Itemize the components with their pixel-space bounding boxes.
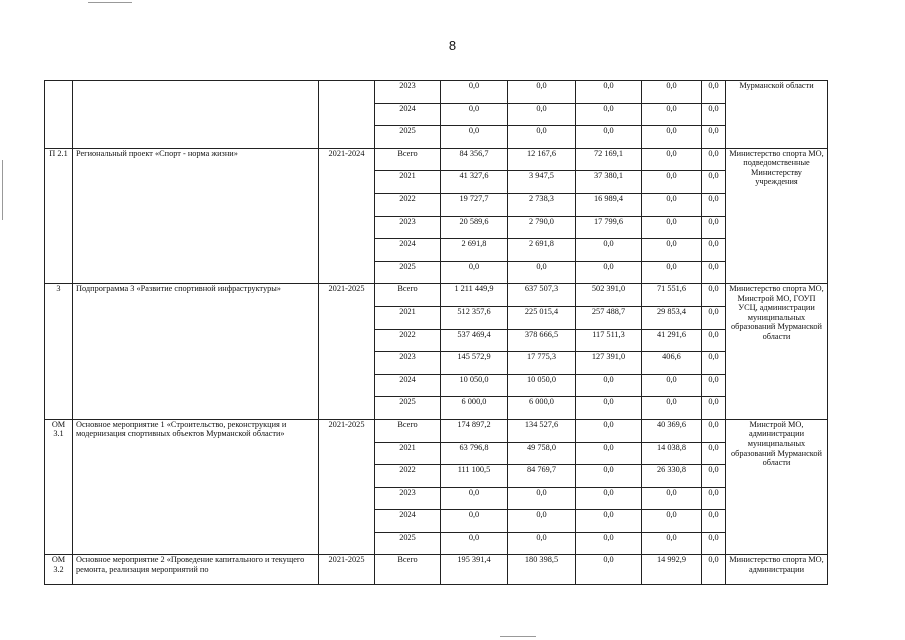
year-cell: 2025: [375, 126, 441, 149]
total-cell: 111 100,5: [441, 465, 508, 488]
table-row: [45, 284, 828, 307]
row-name: Региональный проект «Спорт - норма жизни»: [73, 148, 319, 284]
total-cell: 145 572,9: [441, 352, 508, 375]
value-cell: 0,0: [702, 171, 726, 194]
row-name: Основное мероприятие 1 «Строительство, реконструкция и модернизация спортивных объектов Мурманской области»: [73, 419, 319, 555]
year-cell: 2023: [375, 487, 441, 510]
total-cell: 0,0: [441, 261, 508, 284]
value-cell: 0,0: [702, 239, 726, 262]
value-cell: 0,0: [576, 81, 642, 104]
value-cell: 0,0: [642, 397, 702, 420]
value-cell: 84 769,7: [508, 465, 576, 488]
value-cell: 0,0: [642, 193, 702, 216]
value-cell: 378 666,5: [508, 329, 576, 352]
page-number: 8: [448, 38, 457, 53]
executor-cell: Минстрой МО, администрации муниципальных образований Мурманской области: [726, 419, 828, 555]
year-cell: 2022: [375, 465, 441, 488]
row-period: 2021-2025: [319, 419, 375, 555]
year-cell: 2024: [375, 103, 441, 126]
value-cell: 0,0: [642, 532, 702, 555]
value-cell: 0,0: [576, 261, 642, 284]
value-cell: 0,0: [642, 510, 702, 533]
row-code: [45, 81, 73, 149]
total-cell: 0,0: [441, 532, 508, 555]
total-cell: 537 469,4: [441, 329, 508, 352]
total-cell: 0,0: [441, 126, 508, 149]
value-cell: 0,0: [576, 487, 642, 510]
value-cell: 180 398,5: [508, 555, 576, 585]
value-cell: 40 369,6: [642, 419, 702, 442]
value-cell: 0,0: [576, 103, 642, 126]
row-code: ОМ 3.2: [45, 555, 73, 585]
value-cell: 0,0: [642, 261, 702, 284]
value-cell: 17 799,6: [576, 216, 642, 239]
row-period: 2021-2025: [319, 555, 375, 585]
value-cell: 0,0: [702, 442, 726, 465]
value-cell: 0,0: [508, 81, 576, 104]
year-cell: 2023: [375, 216, 441, 239]
year-cell: Всего: [375, 148, 441, 171]
value-cell: 0,0: [642, 374, 702, 397]
table-row: [45, 419, 828, 442]
total-cell: 10 050,0: [441, 374, 508, 397]
row-period: 2021-2025: [319, 284, 375, 420]
value-cell: 10 050,0: [508, 374, 576, 397]
value-cell: 0,0: [702, 555, 726, 585]
year-cell: 2021: [375, 442, 441, 465]
table-row: [45, 555, 828, 585]
value-cell: 0,0: [702, 329, 726, 352]
value-cell: 0,0: [702, 216, 726, 239]
year-cell: 2022: [375, 329, 441, 352]
value-cell: 0,0: [508, 261, 576, 284]
value-cell: 14 992,9: [642, 555, 702, 585]
value-cell: 3 947,5: [508, 171, 576, 194]
total-cell: 174 897,2: [441, 419, 508, 442]
total-cell: 19 727,7: [441, 193, 508, 216]
value-cell: 0,0: [642, 216, 702, 239]
value-cell: 29 853,4: [642, 306, 702, 329]
value-cell: 49 758,0: [508, 442, 576, 465]
total-cell: 84 356,7: [441, 148, 508, 171]
executor-cell: Министерство спорта МО, администрации: [726, 555, 828, 585]
value-cell: 37 380,1: [576, 171, 642, 194]
value-cell: 0,0: [642, 103, 702, 126]
value-cell: 0,0: [702, 419, 726, 442]
row-code: 3: [45, 284, 73, 420]
value-cell: 637 507,3: [508, 284, 576, 307]
total-cell: 0,0: [441, 510, 508, 533]
scan-artifact-top: [88, 2, 132, 3]
value-cell: 0,0: [702, 284, 726, 307]
value-cell: 0,0: [642, 239, 702, 262]
value-cell: 0,0: [702, 397, 726, 420]
row-name: Подпрограмма 3 «Развитие спортивной инфраструктуры»: [73, 284, 319, 420]
value-cell: 72 169,1: [576, 148, 642, 171]
value-cell: 0,0: [576, 126, 642, 149]
value-cell: 0,0: [576, 397, 642, 420]
value-cell: 0,0: [702, 193, 726, 216]
total-cell: 512 357,6: [441, 306, 508, 329]
value-cell: 0,0: [702, 352, 726, 375]
value-cell: 0,0: [576, 555, 642, 585]
value-cell: 6 000,0: [508, 397, 576, 420]
value-cell: 0,0: [642, 81, 702, 104]
value-cell: 225 015,4: [508, 306, 576, 329]
value-cell: 0,0: [642, 126, 702, 149]
year-cell: 2021: [375, 171, 441, 194]
value-cell: 12 167,6: [508, 148, 576, 171]
total-cell: 63 796,8: [441, 442, 508, 465]
value-cell: 0,0: [702, 374, 726, 397]
value-cell: 0,0: [702, 103, 726, 126]
year-cell: Всего: [375, 419, 441, 442]
value-cell: 16 989,4: [576, 193, 642, 216]
value-cell: 0,0: [576, 419, 642, 442]
total-cell: 2 691,8: [441, 239, 508, 262]
total-cell: 6 000,0: [441, 397, 508, 420]
value-cell: 406,6: [642, 352, 702, 375]
total-cell: 0,0: [441, 103, 508, 126]
year-cell: 2024: [375, 239, 441, 262]
value-cell: 0,0: [702, 261, 726, 284]
total-cell: 41 327,6: [441, 171, 508, 194]
total-cell: 0,0: [441, 81, 508, 104]
value-cell: 0,0: [642, 148, 702, 171]
value-cell: 0,0: [576, 532, 642, 555]
year-cell: 2025: [375, 261, 441, 284]
value-cell: 0,0: [642, 171, 702, 194]
value-cell: 14 038,8: [642, 442, 702, 465]
value-cell: 0,0: [576, 442, 642, 465]
total-cell: 20 589,6: [441, 216, 508, 239]
value-cell: 0,0: [702, 465, 726, 488]
value-cell: 0,0: [576, 239, 642, 262]
row-code: П 2.1: [45, 148, 73, 284]
year-cell: 2023: [375, 352, 441, 375]
value-cell: 0,0: [508, 487, 576, 510]
year-cell: Всего: [375, 555, 441, 585]
value-cell: 0,0: [702, 81, 726, 104]
value-cell: 0,0: [702, 126, 726, 149]
value-cell: 0,0: [702, 532, 726, 555]
year-cell: 2025: [375, 397, 441, 420]
row-period: 2021-2024: [319, 148, 375, 284]
total-cell: 0,0: [441, 487, 508, 510]
value-cell: 502 391,0: [576, 284, 642, 307]
value-cell: 0,0: [508, 126, 576, 149]
value-cell: 26 330,8: [642, 465, 702, 488]
row-period: [319, 81, 375, 149]
value-cell: 127 391,0: [576, 352, 642, 375]
value-cell: 0,0: [576, 374, 642, 397]
value-cell: 41 291,6: [642, 329, 702, 352]
year-cell: 2023: [375, 81, 441, 104]
year-cell: 2022: [375, 193, 441, 216]
total-cell: 1 211 449,9: [441, 284, 508, 307]
table-row: [45, 148, 828, 171]
value-cell: 17 775,3: [508, 352, 576, 375]
value-cell: 2 738,3: [508, 193, 576, 216]
value-cell: 0,0: [508, 103, 576, 126]
executor-cell: Министерство спорта МО, Минстрой МО, ГОУП УСЦ, администрации муниципальных образований Мурманской области: [726, 284, 828, 420]
value-cell: 0,0: [702, 487, 726, 510]
row-code: ОМ 3.1: [45, 419, 73, 555]
value-cell: 0,0: [508, 532, 576, 555]
value-cell: 0,0: [702, 510, 726, 533]
value-cell: 0,0: [642, 487, 702, 510]
year-cell: 2025: [375, 532, 441, 555]
year-cell: 2021: [375, 306, 441, 329]
year-cell: Всего: [375, 284, 441, 307]
executor-cell: Мурманской области: [726, 81, 828, 149]
year-cell: 2024: [375, 374, 441, 397]
value-cell: 134 527,6: [508, 419, 576, 442]
row-name: [73, 81, 319, 149]
value-cell: 2 691,8: [508, 239, 576, 262]
value-cell: 2 790,0: [508, 216, 576, 239]
row-name: Основное мероприятие 2 «Проведение капитального и текущего ремонта, реализация мероприятий по: [73, 555, 319, 585]
table-row: [45, 81, 828, 104]
value-cell: 0,0: [702, 306, 726, 329]
year-cell: 2024: [375, 510, 441, 533]
value-cell: 117 511,3: [576, 329, 642, 352]
value-cell: 0,0: [702, 148, 726, 171]
total-cell: 195 391,4: [441, 555, 508, 585]
executor-cell: Министерство спорта МО, подведомственные Министерству учреждения: [726, 148, 828, 284]
scan-artifact-left: [2, 160, 3, 220]
budget-table: [44, 80, 828, 585]
value-cell: 0,0: [508, 510, 576, 533]
value-cell: 0,0: [576, 510, 642, 533]
scan-artifact-bottom: [500, 636, 536, 637]
value-cell: 257 488,7: [576, 306, 642, 329]
value-cell: 0,0: [576, 465, 642, 488]
value-cell: 71 551,6: [642, 284, 702, 307]
